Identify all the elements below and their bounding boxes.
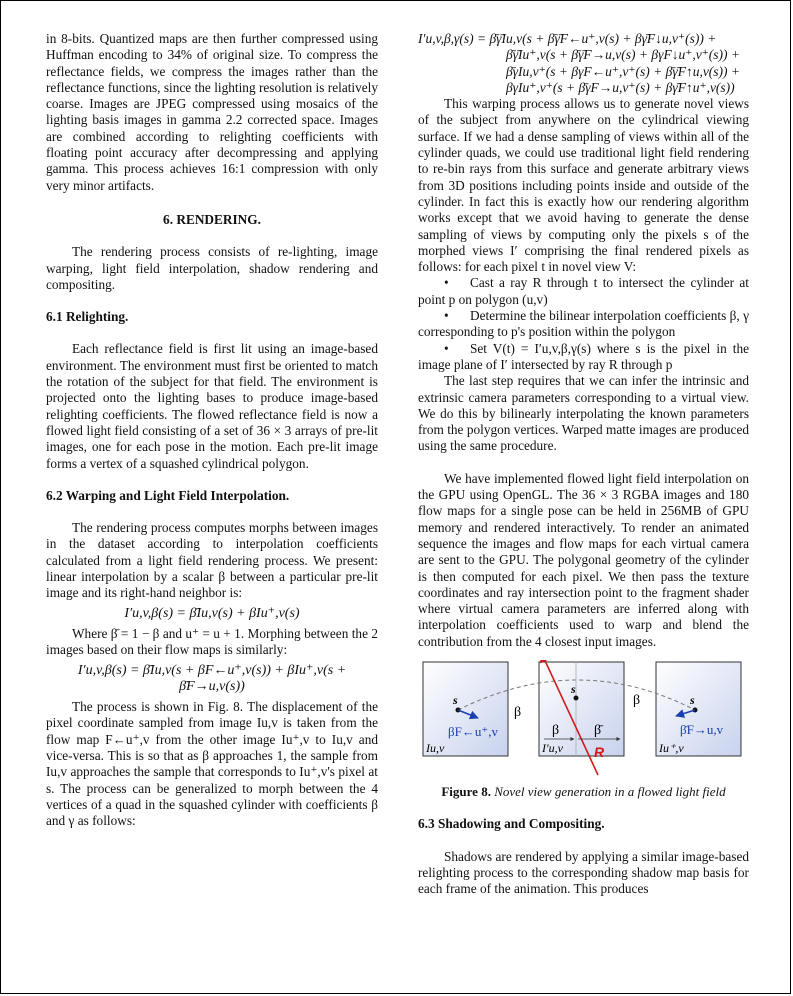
equation-quad-line3: β̄γIu,v⁺(s + βγF←u⁺,v⁺(s) + β̄γ̄F↑u,v(s)) + — [506, 63, 741, 79]
point-s-mid — [574, 695, 579, 700]
equation-quad-line1: I′u,v,β,γ(s) = β̄γ̄Iu,v(s + β̄γ̄F←u⁺,v(s) + βγ̄F↓u,v⁺(s)) + — [418, 31, 717, 46]
right-column — [418, 31, 749, 897]
rendering-paragraph: The rendering process consists of re-lighting, image warping, light field interpolation, shadow rendering and compositing. — [46, 244, 378, 292]
equation-quad-line4: βγIu⁺,v⁺(s + β̄γF→u,v⁺(s) + βγ̄F↑u⁺,v(s)) — [506, 79, 735, 95]
label-beta-right: β — [633, 692, 641, 708]
where-paragraph: Where β̄ = 1 − β and u⁺ = u + 1. Morphing between the 2 images based on their flow maps is similarly: — [46, 625, 378, 658]
label-s-left: s — [453, 692, 458, 707]
label-beta-bar-mid: β̄ — [594, 722, 602, 738]
bullet-dot: • — [444, 308, 449, 324]
warp-allows-paragraph: This warping process allows us to generate novel views of the subject from anywhere on the cylindrical viewing surface. If we had a dense sampling of views within all of the cylinder quads, we could use traditional light field rendering to re-bin rays from this surface and generate arbitrary views from 3D positions including points inside and outside of the cylinder. In fact this is exactly how our rendering algorithm works except that we avoid having to generate the dense sampling of views by computing only the pixels s of the morphed views I′ comprising the final rendered pixels as follows: for each pixel t in novel view V: — [418, 96, 749, 275]
bullet-dot: • — [444, 275, 449, 291]
caption-number: Figure 8. — [441, 783, 491, 799]
bullet-text: Set V(t) = I′u,v,β,γ(s) where s is the pixel in the image plane of I′ intersected by ray R through p — [418, 340, 749, 372]
warping-paragraph: The rendering process computes morphs between images in the dataset according to interpolation coefficients calculated from a light field rendering process. We present: linear interpolation by a scalar β between a particular pre-lit image and its right-hand neighbor is: — [46, 520, 378, 601]
bullet-bilinear — [418, 308, 749, 341]
label-panel-left: Iu,v — [426, 740, 445, 755]
subsection-warping: 6.2 Warping and Light Field Interpolation. — [46, 487, 290, 503]
relighting-paragraph: Each reflectance field is first lit using an image-based environment. The environment must first be oriented to match the rotation of the subject for that field. The environment is projected onto the lighting bases to produce image-based relighting coefficients. The flowed reflectance field is now a flowed light field consisting of a set of 36 × 3 arrays of pre-lit images, one for each pose in the motion. Each pre-lit image forms a vertex of a squashed cylindrical polygon. — [46, 341, 378, 471]
bullet-text: Determine the bilinear interpolation coefficients β, γ corresponding to p's position within the polygon — [418, 308, 749, 340]
process-paragraph: The process is shown in Fig. 8. The displacement of the pixel coordinate sampled from image Iu,v is taken from the flow map F←u⁺,v from the other image Iu⁺,v to Iu,v and vice-versa. This is so that as β approaches 1, the sample from Iu,v approaches the sample that corresponds to Iu⁺,v's pixel at s. The process can be generalized to morph between the 4 vertices of a quad in the squashed cylinder with coefficients β and γ as follows: — [46, 699, 378, 829]
section-title-rendering: 6. RENDERING. — [163, 211, 261, 227]
shadow-paragraph: Shadows are rendered by applying a similar image-based relighting process to the corresponding shadow map basis for each frame of the animation. This produces — [418, 848, 749, 897]
label-R: R — [594, 743, 605, 760]
label-panel-right: Iu⁺,v — [659, 740, 684, 755]
bullet-cast-ray — [418, 275, 749, 308]
equation-linear-interp: I′u,v,β(s) = β̄Iu,v(s) + βIu⁺,v(s) — [124, 605, 300, 621]
label-panel-mid: I′u,v — [542, 740, 563, 755]
intro-paragraph: in 8-bits. Quantized maps are then further compressed using Huffman encoding to 34% of original size. To compress the reflectance fields, we compress the images rather than the reflectance functions, since the lighting resolution is relatively coarse. Images are JPEG compressed using mosaics of the lighting basis images in gamma 2.2 corrected space. Images are combined according to relighting coefficients with floating point accuracy after decompressing and applying gamma. This process achieves 16:1 compression with only very minor artifacts. — [46, 31, 378, 193]
label-flow-left: βF←u⁺,v — [448, 723, 498, 739]
equation-quad-line2: β̄γ̄Iu⁺,v(s + β̄γ̄F→u,v(s) + βγF↓u⁺,v⁺(s)) + — [506, 47, 741, 63]
subsection-shadowing: 6.3 Shadowing and Compositing. — [418, 816, 605, 832]
label-s-mid: s — [571, 681, 576, 696]
label-beta-mid: β — [552, 722, 560, 738]
last-step-paragraph: The last step requires that we can infer the intrinsic and extrinsic camera parameters corresponding to a virtual view. We do this by bilinearly interpolating the known parameters from the polygon vertices. Warped matte images are produced using the same procedure. — [418, 373, 749, 454]
label-flow-right: β̄F→u,v — [680, 721, 724, 737]
label-s-right: s — [690, 692, 695, 707]
left-column — [46, 31, 378, 829]
gpu-paragraph: We have implemented flowed light field interpolation on the GPU using OpenGL. The 36 × 3 RGBA images and 180 flow maps for a single pose can be held in 256MB of GPU memory and rendered interactively. To render an animated sequence the images and flow maps for each virtual camera are sent to the GPU. The polygonal geometry of the cylinder is then computed for each pixel. We then pass the texture coordinates and ray intersection point to the fragment shader where virtual camera parameters are inferred along with interpolation coefficients used to warp and blend the contribution from the 4 closest input images. — [418, 470, 749, 649]
equation-flow-morph: I′u,v,β(s) = β̄Iu,v(s + βF←u⁺,v(s)) + βIu⁺,v(s + β̄F→u,v(s)) — [77, 662, 347, 694]
figure-8 — [418, 660, 749, 778]
figure-8-diagram — [418, 660, 749, 778]
label-beta-left: β — [514, 704, 522, 720]
subsection-relighting: 6.1 Relighting. — [46, 309, 129, 325]
figure-8-caption — [418, 784, 749, 800]
caption-text: Novel view generation in a flowed light field — [494, 783, 726, 799]
bullet-set-v — [418, 341, 749, 374]
bullet-dot: • — [444, 340, 449, 356]
bullet-text: Cast a ray R through t to intersect the cylinder at point p on polygon (u,v) — [418, 275, 749, 307]
